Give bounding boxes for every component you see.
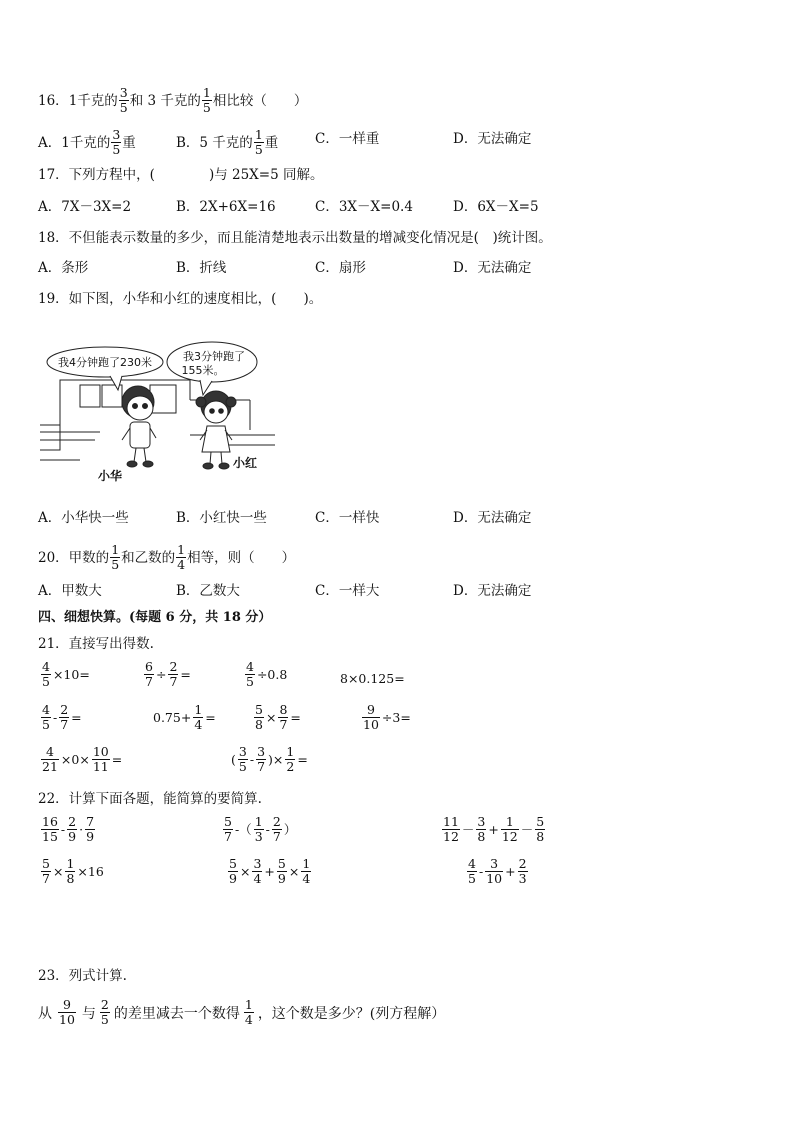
expression: 0.75+ $\frac{1}{4}$ =	[153, 702, 216, 732]
question-21: 21．直接写出得数.	[38, 636, 154, 652]
question-text: 1千克的	[68, 92, 118, 109]
fraction: $\frac{3}{5}$	[112, 127, 121, 157]
question-20: 20．甲数的 $\frac{1}{5}$ 和乙数的 $\frac{1}{4}$ 相等，则（ ）	[38, 542, 296, 572]
speech-bubble-1	[47, 347, 163, 390]
option-c: C．一样重	[315, 131, 380, 147]
expression: $\frac{5}{7}$ -（ $\frac{1}{3}$ - $\frac{2}{7}$ ）	[224, 814, 297, 844]
name-label-boy: 小华	[98, 469, 123, 483]
expression: $\frac{4}{5}$ - $\frac{2}{7}$ =	[42, 702, 82, 732]
question-text: 相比较（ ）	[212, 92, 308, 109]
question-23: 23．列式计算.	[38, 968, 127, 984]
bubble-text-2a: 我3分钟跑了	[183, 350, 245, 363]
expression: $\frac{11}{12}$ － $\frac{3}{8}$ + $\frac{1}{12}$ － $\frac{5}{8}$	[443, 814, 545, 844]
question-16	[38, 86, 307, 115]
option-d: D．无法确定	[453, 510, 532, 526]
expression: $\frac{4}{5}$ ÷0.8	[246, 659, 288, 689]
question-17: 17．下列方程中，( )与 25X=5 同解。	[38, 167, 324, 183]
option-c: C．3X－X=0.4	[315, 199, 413, 215]
option-b: B．折线	[176, 260, 227, 276]
option-d: D．无法确定	[453, 260, 532, 276]
option-d: D．无法确定	[453, 583, 532, 599]
question-number: 16．	[38, 92, 69, 109]
girl-figure	[196, 391, 236, 469]
bubble-text-2b: 155米。	[181, 364, 225, 377]
expression: $\frac{9}{10}$ ÷3=	[363, 702, 411, 732]
question-19: 19．如下图，小华和小红的速度相比，( )。	[38, 291, 323, 307]
expression: $\frac{6}{7}$ ÷ $\frac{2}{7}$ =	[145, 659, 191, 689]
option-c: C．一样快	[315, 510, 380, 526]
boy-figure	[122, 386, 156, 467]
speech-bubble-2	[167, 342, 257, 395]
option-b: B．乙数大	[176, 583, 240, 599]
expression: $\frac{16}{15}$ - $\frac{2}{9}$ · $\frac{7}{9}$	[42, 814, 95, 844]
fraction: $\frac{1}{5}$	[202, 85, 211, 115]
option-b: B．小红快一些	[176, 510, 267, 526]
name-label-girl: 小红	[233, 456, 258, 470]
cartoon-illustration	[40, 340, 280, 490]
bubble-text-1: 我4分钟跑了230米	[58, 356, 152, 369]
option-a: A．条形	[38, 260, 89, 276]
question-text: 和 3 千克的	[129, 92, 201, 109]
question-18: 18．不但能表示数量的多少，而且能清楚地表示出数量的增减变化情况是( )统计图。	[38, 230, 552, 246]
expression: $\frac{5}{9}$ × $\frac{3}{4}$ + $\frac{5}{9}$ × $\frac{1}{4}$	[229, 856, 311, 886]
option-a: A．甲数大	[38, 583, 102, 599]
fraction: $\frac{3}{5}$	[119, 85, 128, 115]
option-d: D．无法确定	[453, 131, 532, 147]
fraction: $\frac{1}{5}$	[254, 127, 263, 157]
section-heading: 四、细想快算。(每题 6 分，共 18 分）	[38, 610, 272, 625]
expression: $\frac{4}{5}$ - $\frac{3}{10}$ + $\frac{2}{3}$	[468, 856, 527, 886]
expression: $\frac{5}{7}$ × $\frac{1}{8}$ ×16	[42, 856, 104, 886]
option-a: A．1千克的 $\frac{3}{5}$ 重	[38, 127, 136, 157]
option-a: A．7X－3X=2	[38, 199, 132, 215]
expression: $\frac{5}{8}$ × $\frac{8}{7}$ =	[255, 702, 301, 732]
fraction: $\frac{1}{4}$	[177, 542, 186, 572]
expression: $\frac{4}{5}$ ×10=	[42, 659, 90, 689]
expression: ( $\frac{3}{5}$ - $\frac{3}{7}$ )× $\frac{1}{2}$ =	[231, 744, 308, 774]
option-c: C．扇形	[315, 260, 366, 276]
fraction: $\frac{1}{5}$	[111, 542, 120, 572]
option-b: B．2X+6X=16	[176, 199, 276, 215]
question-23-body: 从 $\frac{9}{10}$ 与 $\frac{2}{5}$ 的差里减去一个数得 $\frac{1}{4}$ ，这个数是多少？(列方程解）	[38, 997, 446, 1027]
option-b: B．5 千克的 $\frac{1}{5}$ 重	[176, 127, 279, 157]
expression: $\frac{4}{21}$ ×0× $\frac{10}{11}$ =	[42, 744, 123, 774]
option-c: C．一样大	[315, 583, 380, 599]
question-22: 22．计算下面各题，能简算的要简算.	[38, 791, 262, 807]
option-a: A．小华快一些	[38, 510, 129, 526]
expression: 8×0.125=	[340, 671, 405, 686]
option-d: D．6X－X=5	[453, 199, 539, 215]
